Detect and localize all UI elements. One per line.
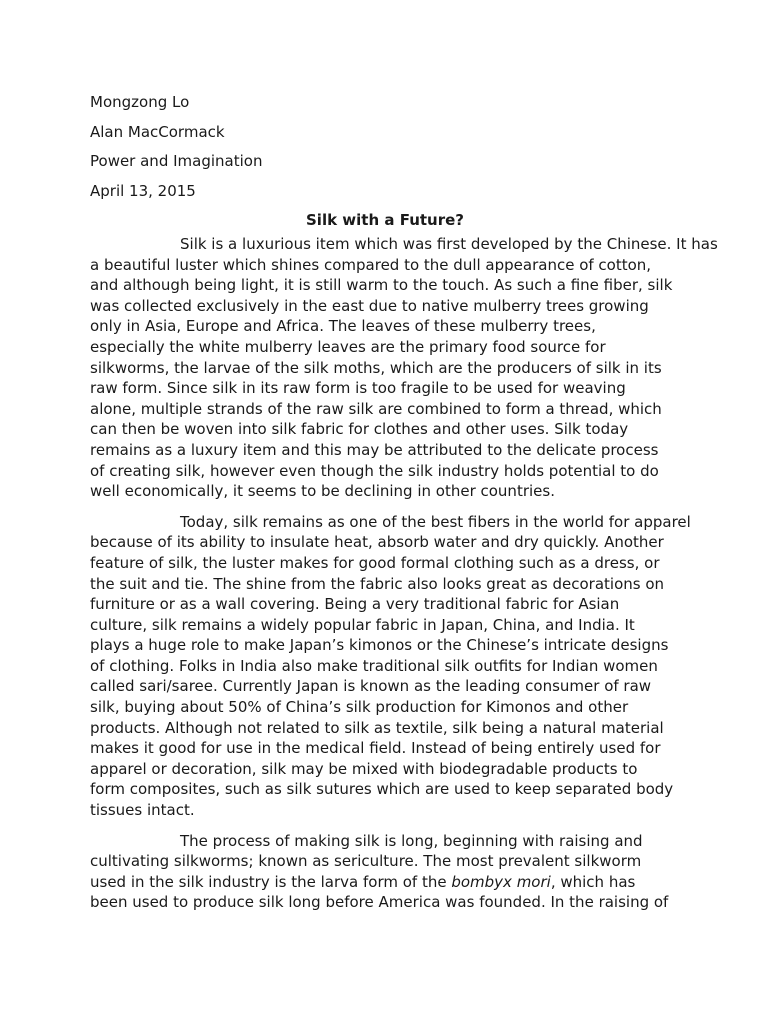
document-title: Silk with a Future? <box>306 211 464 229</box>
text-segment: used in the silk industry is the larva form of the <box>90 872 452 891</box>
text-line: cultivating silkworms; known as sericulture. The most prevalent silkworm <box>90 852 642 871</box>
text-line: of clothing. Folks in India also make traditional silk outfits for Indian women <box>90 656 658 675</box>
text-line: a beautiful luster which shines compared to the dull appearance of cotton, <box>90 255 652 274</box>
text-line: only in Asia, Europe and Africa. The leaves of these mulberry trees, <box>90 317 596 336</box>
text-line: apparel or decoration, silk may be mixed with biodegradable products to <box>90 759 638 778</box>
course-name: Power and Imagination <box>90 152 263 170</box>
text-line: well economically, it seems to be declining in other countries. <box>90 482 555 501</box>
text-segment: , which has <box>550 872 636 891</box>
text-line: silk, buying about 50% of China’s silk production for Kimonos and other <box>90 698 629 717</box>
document-date: April 13, 2015 <box>90 181 196 200</box>
text-line: the suit and tie. The shine from the fabric also looks great as decorations on <box>90 574 665 593</box>
text-line: silkworms, the larvae of the silk moths, which are the producers of silk in its <box>90 358 662 377</box>
text-line <box>90 872 680 893</box>
text-line: Silk is a luxurious item which was first developed by the Chinese. It has <box>180 235 718 253</box>
text-line: feature of silk, the luster makes for good formal clothing such as a dress, or <box>90 553 660 572</box>
paragraph-2 <box>90 512 691 821</box>
text-line: of creating silk, however even though the silk industry holds potential to do <box>90 461 659 480</box>
author-name: Mongzong Lo <box>90 93 190 111</box>
paragraph-3 <box>90 831 680 913</box>
text-line: products. Although not related to silk as textile, silk being a natural material <box>90 718 664 737</box>
text-line: called sari/saree. Currently Japan is known as the leading consumer of raw <box>90 677 652 696</box>
text-line: tissues intact. <box>90 801 195 820</box>
text-line: especially the white mulberry leaves are the primary food source for <box>90 337 606 356</box>
text-line: was collected exclusively in the east due to native mulberry trees growing <box>90 296 649 315</box>
text-line: been used to produce silk long before America was founded. In the raising of <box>90 893 669 912</box>
text-line: culture, silk remains a widely popular fabric in Japan, China, and India. It <box>90 615 635 634</box>
document-page <box>90 92 718 923</box>
text-line: plays a huge role to make Japan’s kimonos or the Chinese’s intricate designs <box>90 636 669 655</box>
text-line: can then be woven into silk fabric for clothes and other uses. Silk today <box>90 420 629 439</box>
text-line: The process of making silk is long, beginning with raising and <box>180 831 643 850</box>
text-line: alone, multiple strands of the raw silk are combined to form a thread, which <box>90 399 662 418</box>
text-line: Today, silk remains as one of the best fibers in the world for apparel <box>180 512 691 531</box>
text-line: form composites, such as silk sutures which are used to keep separated body <box>90 780 674 799</box>
text-line: makes it good for use in the medical field. Instead of being entirely used for <box>90 739 661 758</box>
text-line: and although being light, it is still warm to the touch. As such a fine fiber, silk <box>90 276 673 295</box>
text-line: remains as a luxury item and this may be attributed to the delicate process <box>90 440 659 459</box>
text-line: furniture or as a wall covering. Being a very traditional fabric for Asian <box>90 595 620 614</box>
instructor-name: Alan MacCormack <box>90 122 225 141</box>
species-name: bombyx mori <box>451 872 551 891</box>
text-line: raw form. Since silk in its raw form is too fragile to be used for weaving <box>90 379 626 398</box>
paragraph-1 <box>90 234 718 502</box>
text-line: because of its ability to insulate heat, absorb water and dry quickly. Another <box>90 533 664 552</box>
